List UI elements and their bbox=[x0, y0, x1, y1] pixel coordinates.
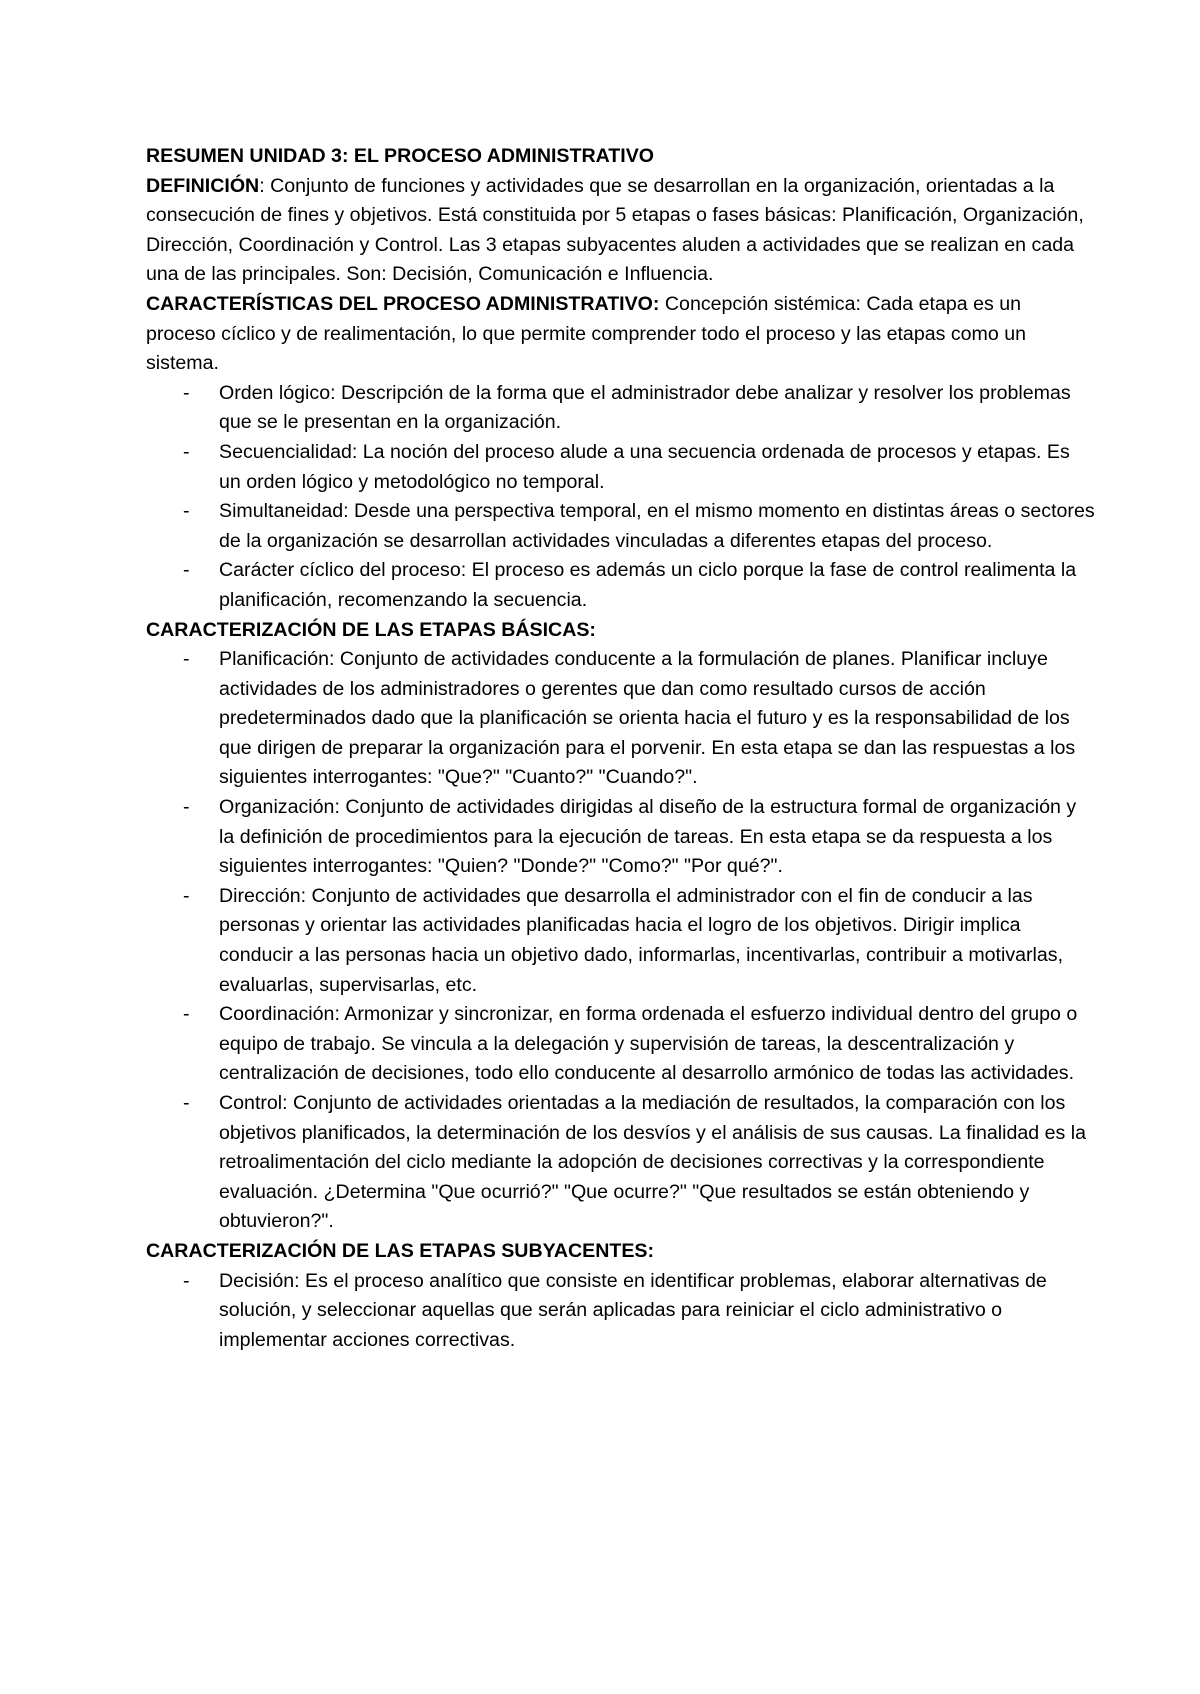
list-item: - Carácter cíclico del proceso: El proceso es además un ciclo porque la fase de control realimenta la planificación, recomenzando la secuencia. bbox=[219, 556, 1096, 615]
basic-stages-list bbox=[146, 645, 1096, 1237]
characteristics-label: CARACTERÍSTICAS DEL PROCESO ADMINISTRATIVO: bbox=[146, 292, 660, 315]
underlying-stages-heading: CARACTERIZACIÓN DE LAS ETAPAS SUBYACENTES: bbox=[146, 1239, 655, 1262]
list-item: - Planificación: Conjunto de actividades conducente a la formulación de planes. Planificar incluye actividades de los administradores o gerentes que dan como resultado cursos de acción predeterminados dado que la planificación se orienta hacia el futuro y es la responsabilidad de los que dirigen de preparar la organización para el porvenir. En esta etapa se dan las respuestas a los siguientes interrogantes: "Que?" "Cuanto?" "Cuando?". bbox=[219, 645, 1096, 793]
characteristics-text: Concepción sistémica: Cada etapa es un proceso cíclico y de realimentación, lo que permite comprender todo el proceso y las etapas como un sistema. bbox=[146, 292, 1027, 375]
list-item: - Decisión: Es el proceso analítico que consiste en identificar problemas, elaborar alternativas de solución, y seleccionar aquellas que serán aplicadas para reiniciar el ciclo administrativo o implementar acciones correctivas. bbox=[219, 1267, 1096, 1356]
definition-text: : Conjunto de funciones y actividades que se desarrollan en la organización, orientadas a la consecución de fines y objetivos. Está constituida por 5 etapas o fases básicas: Planificación, Organización, Dirección, Coordinación y Control. Las 3 etapas subyacentes aluden a actividades que se realizan en cada una de las principales. Son: Decisión, Comunicación e Influencia. bbox=[146, 174, 1084, 286]
document-title: RESUMEN UNIDAD 3: EL PROCESO ADMINISTRATIVO bbox=[146, 145, 655, 167]
list-item: - Secuencialidad: La noción del proceso alude a una secuencia ordenada de procesos y etapas. Es un orden lógico y metodológico no temporal. bbox=[219, 438, 1096, 497]
underlying-stages-list bbox=[146, 1267, 1096, 1356]
list-item: - Organización: Conjunto de actividades dirigidas al diseño de la estructura formal de organización y la definición de procedimientos para la ejecución de tareas. En esta etapa se da respuesta a los siguientes interrogantes: "Quien? "Donde?" "Como?" "Por qué?". bbox=[219, 793, 1096, 882]
basic-stages-heading: CARACTERIZACIÓN DE LAS ETAPAS BÁSICAS: bbox=[146, 618, 596, 641]
document-page bbox=[146, 142, 1096, 1355]
list-item: - Coordinación: Armonizar y sincronizar, en forma ordenada el esfuerzo individual dentro del grupo o equipo de trabajo. Se vincula a la delegación y supervisión de tareas, la descentralización y centralización de decisiones, todo ello conducente al desarrollo armónico de todas las actividades. bbox=[219, 1000, 1096, 1089]
characteristics-paragraph bbox=[146, 290, 1096, 379]
characteristics-list bbox=[146, 379, 1096, 616]
list-item: - Dirección: Conjunto de actividades que desarrolla el administrador con el fin de conducir a las personas y orientar las actividades planificadas hacia el logro de los objetivos. Dirigir implica conducir a las personas hacia un objetivo dado, informarlas, incentivarlas, contribuir a motivarlas, evaluarlas, supervisarlas, etc. bbox=[219, 882, 1096, 1000]
list-item: - Control: Conjunto de actividades orientadas a la mediación de resultados, la comparación con los objetivos planificados, la determinación de los desvíos y el análisis de sus causas. La finalidad es la retroalimentación del ciclo mediante la adopción de decisiones correctivas y la correspondiente evaluación. ¿Determina "Que ocurrió?" "Que ocurre?" "Que resultados se están obteniendo y obtuvieron?". bbox=[219, 1089, 1096, 1237]
definition-label: DEFINICIÓN bbox=[146, 174, 260, 197]
list-item: - Orden lógico: Descripción de la forma que el administrador debe analizar y resolver los problemas que se le presentan en la organización. bbox=[219, 379, 1096, 438]
definition-paragraph bbox=[146, 172, 1096, 290]
list-item: - Simultaneidad: Desde una perspectiva temporal, en el mismo momento en distintas áreas o sectores de la organización se desarrollan actividades vinculadas a diferentes etapas del proceso. bbox=[219, 497, 1096, 556]
